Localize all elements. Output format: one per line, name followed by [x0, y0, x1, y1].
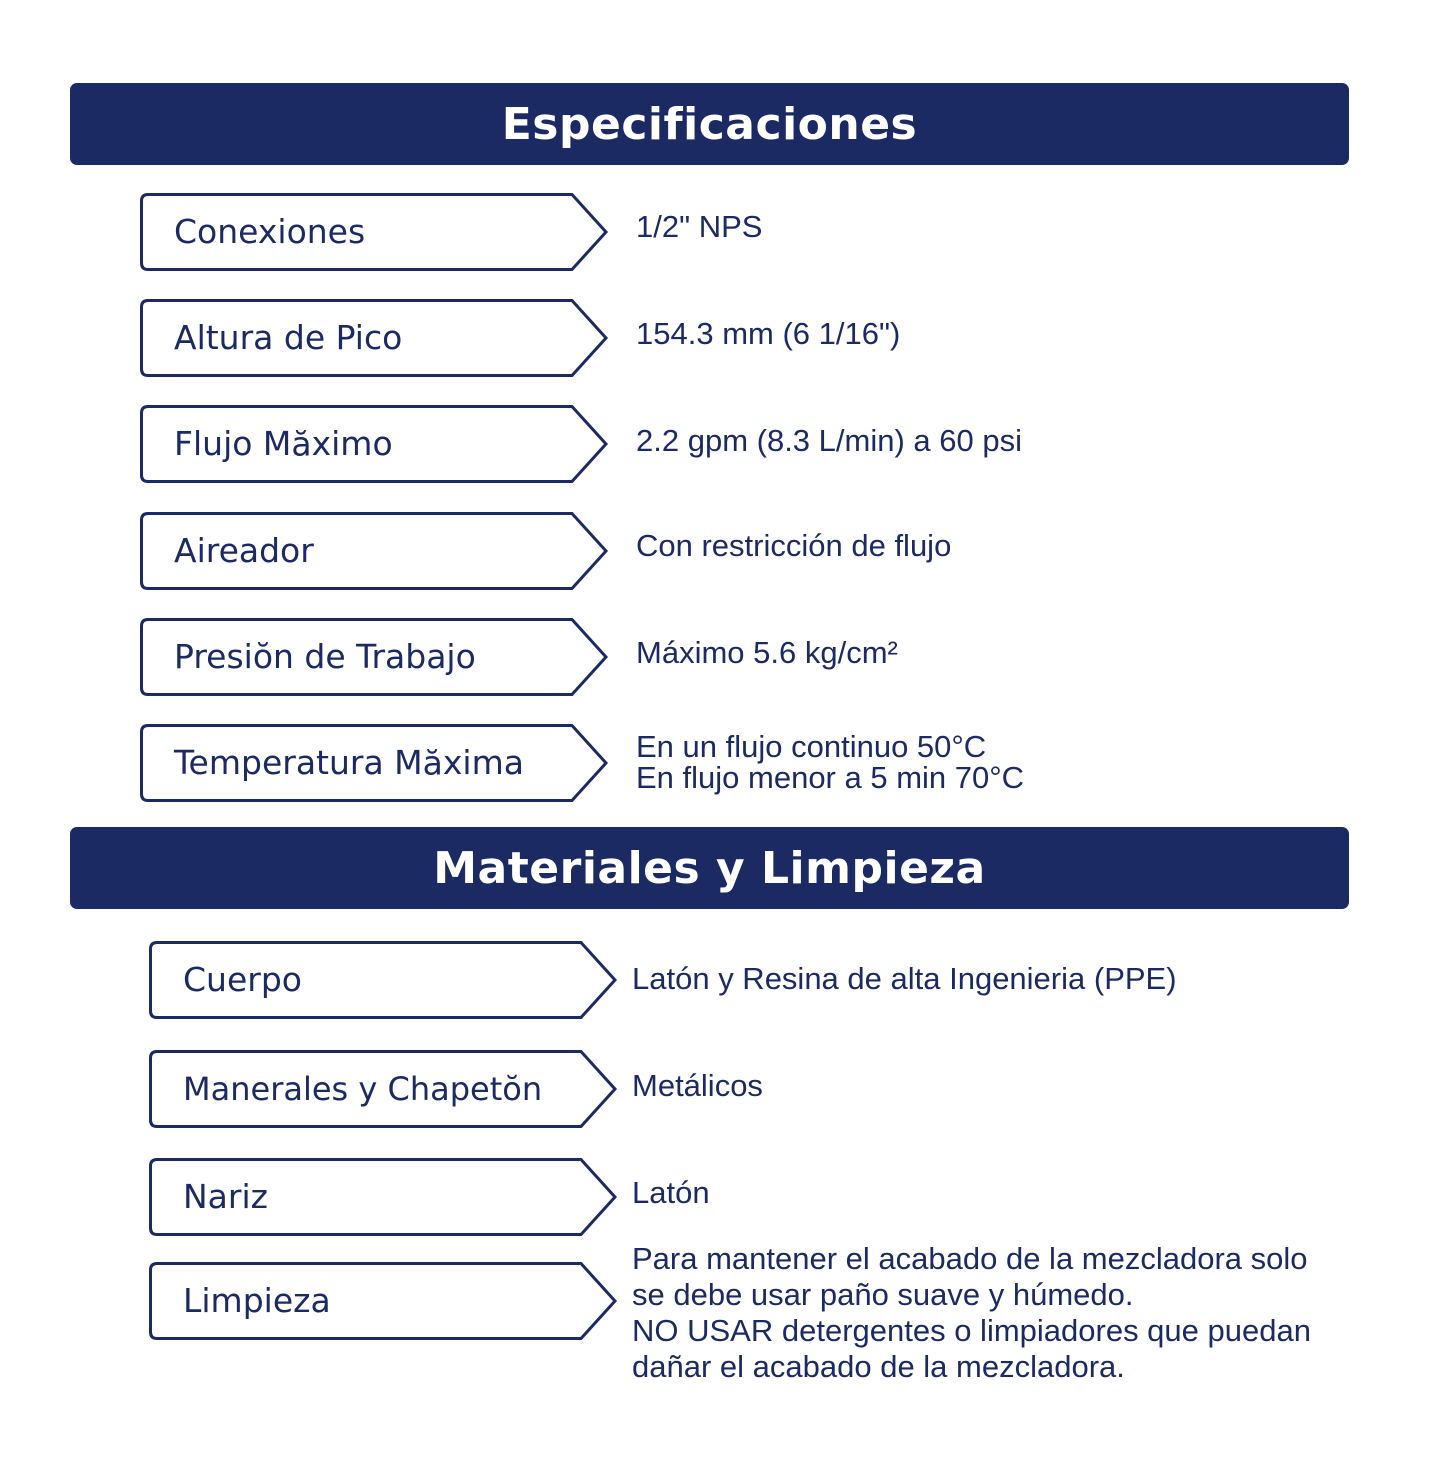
- material-label-box-cuerpo: [149, 941, 619, 1019]
- spec-label-box-aireador: [140, 512, 610, 590]
- material-value-line: se debe usar paño suave y húmedo.: [632, 1277, 1134, 1312]
- spec-label-box-presion: [140, 618, 610, 696]
- spec-value: 154.3 mm (6 1/16"): [636, 316, 901, 351]
- material-value-line: dañar el acabado de la mezcladora.: [632, 1349, 1125, 1384]
- material-value-line: Para mantener el acabado de la mezcladora solo: [632, 1241, 1308, 1276]
- spec-label-box-temperatura: [140, 724, 610, 802]
- spec-label: Flujo Măximo: [174, 424, 393, 463]
- section-header-especificaciones: [70, 83, 1349, 165]
- material-value: Metálicos: [632, 1068, 763, 1103]
- material-label-box-manerales: [149, 1050, 619, 1128]
- section-title: Materiales y Limpieza: [433, 842, 986, 894]
- spec-label: Temperatura Măxima: [174, 743, 524, 782]
- spec-label: Presiŏn de Trabajo: [174, 637, 476, 676]
- spec-value: Máximo 5.6 kg/cm²: [636, 635, 898, 670]
- spec-value-line: En un flujo continuo 50°C: [636, 729, 987, 764]
- material-label-box-nariz: [149, 1158, 619, 1236]
- spec-value-multiline: [636, 731, 1024, 793]
- spec-value: Con restricción de flujo: [636, 528, 952, 563]
- material-label: Nariz: [183, 1177, 268, 1216]
- spec-label: Conexiones: [174, 212, 366, 251]
- material-value-multiline: [632, 1241, 1311, 1385]
- material-value-line: NO USAR detergentes o limpiadores que puedan: [632, 1313, 1311, 1348]
- material-label: Limpieza: [183, 1281, 331, 1320]
- section-title: Especificaciones: [501, 98, 918, 150]
- material-value: Latón: [632, 1175, 710, 1210]
- material-label: Manerales y Chapetŏn: [183, 1070, 543, 1108]
- spec-value-line: En flujo menor a 5 min 70°C: [636, 760, 1025, 795]
- spec-value: 2.2 gpm (8.3 L/min) a 60 psi: [636, 423, 1022, 458]
- spec-label-box-conexiones: [140, 193, 610, 271]
- spec-label-box-altura: [140, 299, 610, 377]
- material-label: Cuerpo: [183, 960, 302, 999]
- material-label-box-limpieza: [149, 1262, 619, 1340]
- spec-label: Aireador: [174, 531, 314, 570]
- spec-value: 1/2" NPS: [636, 209, 763, 244]
- spec-label: Altura de Pico: [174, 318, 403, 357]
- spec-label-box-flujo: [140, 405, 610, 483]
- section-header-materiales: [70, 827, 1349, 909]
- material-value: Latón y Resina de alta Ingenieria (PPE): [632, 961, 1177, 996]
